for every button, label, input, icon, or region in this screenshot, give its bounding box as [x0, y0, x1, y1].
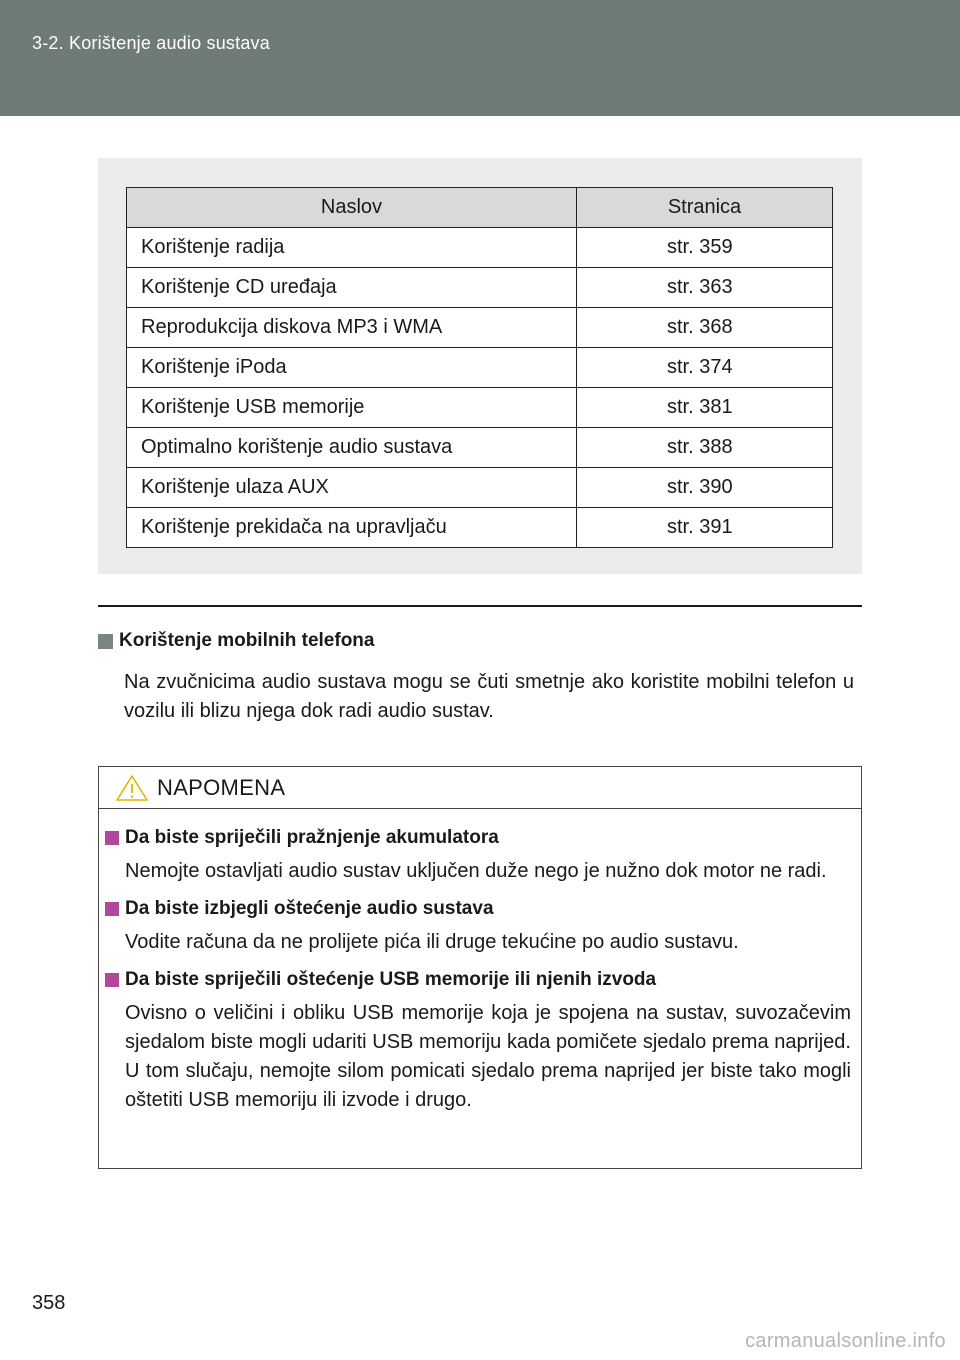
row-page: str. 374 — [577, 348, 833, 388]
mobile-phones-section — [98, 630, 862, 726]
row-page: str. 363 — [577, 268, 833, 308]
notice-item-text: Ovisno o veličini i obliku USB memorije koja je spojena na sustav, suvozačevim sjedalom biste mogli udariti USB memoriju kada pomičete sjedalo prema naprijed. U tom slučaju, nemojte silom pomicati sjedalo prema naprijed jer biste tako mogli oštetiti USB memoriju ili izvode i drugo. — [125, 1002, 851, 1111]
notice-box — [98, 766, 862, 1169]
table-row — [127, 468, 833, 508]
square-bullet-icon — [98, 634, 113, 649]
row-title: Korištenje prekidača na upravljaču — [127, 508, 577, 548]
row-title: Korištenje ulaza AUX — [127, 468, 577, 508]
row-page: str. 368 — [577, 308, 833, 348]
notice-item-text: Vodite računa da ne prolijete pića ili druge tekućine po audio sustavu. — [125, 931, 739, 953]
page-header — [0, 0, 960, 116]
chapter-title: 3-2. Korištenje audio sustava — [32, 33, 270, 53]
notice-item-heading-text: Da biste spriječili pražnjenje akumulatora — [125, 827, 499, 848]
notice-item-heading — [105, 827, 851, 849]
notice-item-heading — [105, 969, 851, 991]
table-row — [127, 308, 833, 348]
section-heading — [98, 630, 862, 652]
row-page: str. 381 — [577, 388, 833, 428]
toc-panel — [98, 158, 862, 574]
square-bullet-icon — [105, 902, 119, 916]
row-page: str. 391 — [577, 508, 833, 548]
table-row — [127, 348, 833, 388]
notice-item-heading-text: Da biste izbjegli oštećenje audio sustava — [125, 898, 494, 919]
toc-table — [126, 187, 833, 548]
row-title: Reprodukcija diskova MP3 i WMA — [127, 308, 577, 348]
section-divider — [98, 605, 862, 607]
warning-triangle-icon — [115, 774, 149, 802]
section-heading-text: Korištenje mobilnih telefona — [119, 630, 375, 651]
table-header-row — [127, 188, 833, 228]
table-row — [127, 268, 833, 308]
notice-title: NAPOMENA — [157, 774, 286, 800]
row-title: Korištenje CD uređaja — [127, 268, 577, 308]
watermark: carmanualsonline.info — [745, 1330, 946, 1352]
table-row — [127, 388, 833, 428]
row-title: Korištenje USB memorije — [127, 388, 577, 428]
table-row — [127, 228, 833, 268]
notice-header — [99, 767, 861, 809]
row-title: Korištenje iPoda — [127, 348, 577, 388]
notice-item — [105, 969, 851, 1115]
notice-item — [105, 898, 851, 957]
section-body: Na zvučnicima audio sustava mogu se čuti smetnje ako koristite mobilni telefon u vozilu ili blizu njega dok radi audio sustav. — [124, 671, 854, 722]
square-bullet-icon — [105, 831, 119, 845]
notice-content — [99, 809, 861, 1115]
notice-item-heading-text: Da biste spriječili oštećenje USB memorije ili njenih izvoda — [125, 969, 657, 990]
table-row — [127, 508, 833, 548]
row-page: str. 388 — [577, 428, 833, 468]
column-header-page: Stranica — [577, 188, 833, 228]
table-row — [127, 428, 833, 468]
square-bullet-icon — [105, 973, 119, 987]
notice-item — [105, 827, 851, 886]
row-title: Korištenje radija — [127, 228, 577, 268]
column-header-title: Naslov — [127, 188, 577, 228]
row-title: Optimalno korištenje audio sustava — [127, 428, 577, 468]
row-page: str. 390 — [577, 468, 833, 508]
notice-item-text: Nemojte ostavljati audio sustav uključen duže nego je nužno dok motor ne radi. — [125, 860, 827, 882]
page-number: 358 — [32, 1292, 66, 1314]
row-page: str. 359 — [577, 228, 833, 268]
notice-item-heading — [105, 898, 851, 920]
